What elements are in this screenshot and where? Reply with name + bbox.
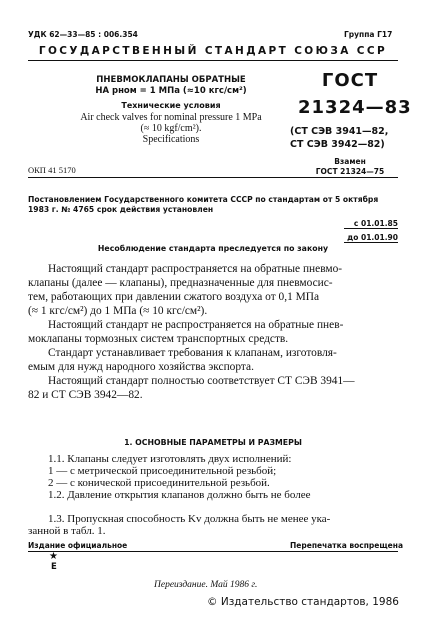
- title-ru-line1: ПНЕВМОКЛАПАНЫ ОБРАТНЫЕ: [96, 75, 246, 85]
- decree-line-1: Постановлением Государственного комитета СССР по стандартам от 5 октября: [28, 195, 379, 204]
- st-sev-reference-2: СТ СЭВ 3942—82): [290, 139, 385, 150]
- violation-notice: Несоблюдение стандарта преследуется по закону: [97, 244, 329, 253]
- reissue-note: Переиздание. Май 1986 г.: [154, 580, 258, 590]
- body-text-line: клапаны (далее — клапаны), предназначенные для пневмосис-: [28, 277, 333, 289]
- header-divider: [28, 60, 398, 61]
- decree-line-2: 1983 г. № 4765 срок действия установлен: [28, 205, 214, 214]
- group-code: Группа Г17: [344, 30, 393, 39]
- section-text-line: 2 — с конической присоединительной резьбой.: [48, 477, 270, 489]
- replaces-label: Взамен: [334, 157, 366, 166]
- section-heading: 1. ОСНОВНЫЕ ПАРАМЕТРЫ И РАЗМЕРЫ: [124, 438, 302, 447]
- title-block: [60, 75, 282, 145]
- effective-to-date: до 01.01.90: [347, 233, 398, 242]
- section-text-line: 1 — с метрической присоединительной резьбой;: [48, 465, 277, 477]
- edition-letter: Е: [51, 562, 57, 572]
- body-text-line: Настоящий стандарт распространяется на обратные пневмо-: [48, 263, 343, 275]
- body-text-line: (≈ 1 кгс/см²) до 1 МПа (≈ 10 кгс/см²).: [28, 305, 208, 317]
- date-to-underline: [344, 242, 398, 243]
- body-text-line: 82 и СТ СЭВ 3942—82.: [28, 389, 143, 401]
- title-en-line2: (≈ 10 kgf/cm²).: [140, 123, 202, 134]
- title-ru-subtitle: Технические условия: [121, 101, 221, 110]
- effective-from-date: с 01.01.85: [353, 219, 398, 228]
- body-text-line: моклапаны тормозных систем транспортных средств.: [28, 333, 289, 345]
- body-text-line: Настоящий стандарт не распространяется на обратные пнев-: [48, 319, 344, 331]
- section-text-line: 1.1. Клапаны следует изготовлять двух исполнений:: [48, 453, 292, 465]
- standard-header: ГОСУДАРСТВЕННЫЙ СТАНДАРТ СОЮЗА ССР: [38, 45, 388, 57]
- st-sev-reference-1: (СТ СЭВ 3941—82,: [290, 126, 389, 137]
- gost-label: ГОСТ: [321, 70, 379, 91]
- title-ru-line2: НА pном = 1 МПа (≈10 кгс/см²): [95, 86, 247, 96]
- body-text-line: тем, работающих при давлении сжатого воздуха от 0,1 МПа: [28, 291, 320, 303]
- copyright-notice: © Издательство стандартов, 1986: [207, 596, 399, 608]
- star-icon: ★: [49, 551, 58, 562]
- body-text-line: емым для нужд народного хозяйства экспорта.: [28, 361, 254, 373]
- udk-code: УДК 62—33—85 : 006.354: [28, 30, 138, 39]
- reprint-ban-label: Перепечатка воспрещена: [290, 541, 404, 550]
- section-text-line: занной в табл. 1.: [28, 525, 106, 537]
- body-text-line: Настоящий стандарт полностью соответствует СТ СЭВ 3941—: [48, 375, 355, 387]
- replaced-standard: ГОСТ 21324—75: [315, 167, 385, 176]
- section-text-line: 1.2. Давление открытия клапанов должно быть не более: [48, 489, 311, 501]
- footer-divider: [28, 551, 398, 552]
- edition-label: Издание официальное: [28, 541, 128, 550]
- title-en-line1: Air check valves for nominal pressure 1 MPa: [80, 112, 262, 123]
- okp-divider: [28, 177, 398, 178]
- title-en-subtitle: Specifications: [142, 134, 200, 145]
- date-from-underline: [344, 228, 398, 229]
- gost-number: 21324—83: [298, 97, 412, 118]
- section-text-line: 1.3. Пропускная способность Kv должна быть не менее ука-: [48, 513, 331, 525]
- okp-code: ОКП 41 5170: [28, 165, 76, 175]
- body-text-line: Стандарт устанавливает требования к клапанам, изготовля-: [48, 347, 337, 359]
